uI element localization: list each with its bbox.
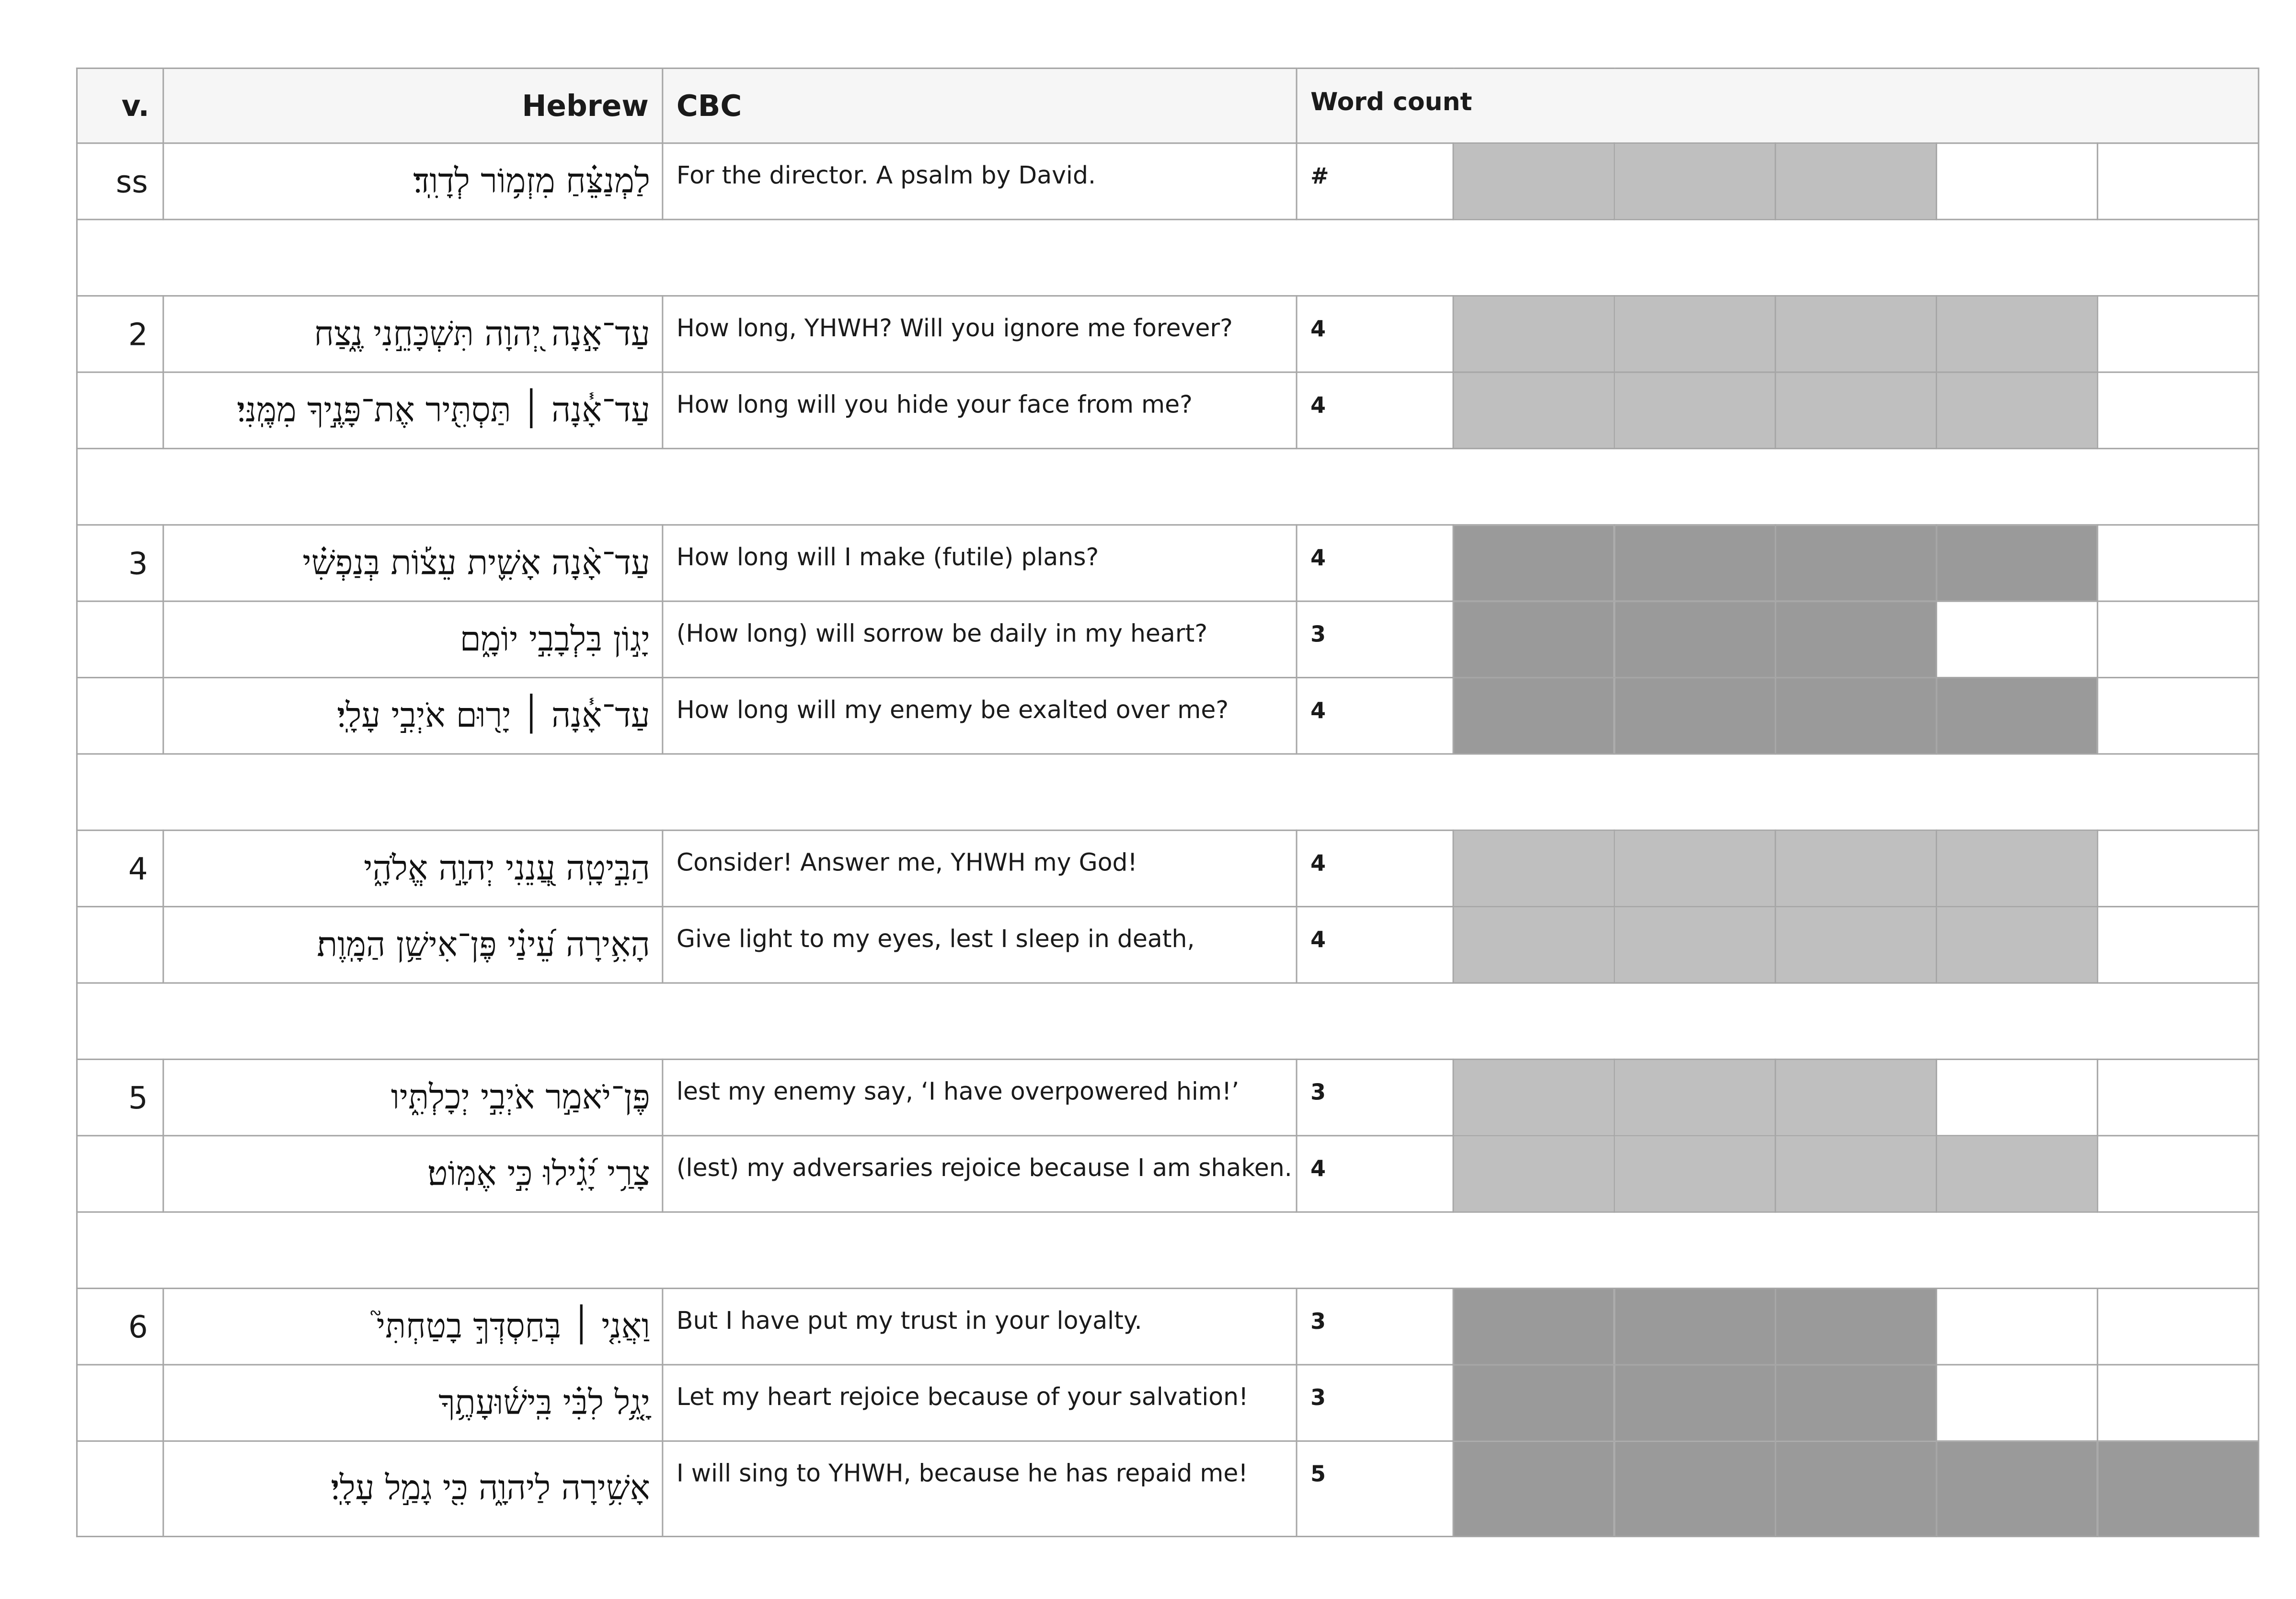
word-count-bar-cell — [1937, 1059, 2098, 1135]
table-row — [77, 830, 2258, 906]
word-count-value: # — [1297, 143, 1453, 219]
word-count-value: 4 — [1297, 296, 1453, 372]
verse-number — [77, 677, 163, 754]
word-count-bar-cell — [1614, 1059, 1775, 1135]
word-count-bar-cell — [2098, 296, 2259, 372]
word-count-value: 4 — [1297, 525, 1453, 601]
word-count-value: 3 — [1297, 601, 1453, 677]
word-count-value: 3 — [1297, 1059, 1453, 1135]
table-row — [77, 601, 2258, 677]
header-row — [77, 69, 2258, 143]
word-count-bar-cell — [2098, 601, 2259, 677]
word-count-bar-cell — [1937, 1289, 2098, 1365]
word-count-bar-cell — [1775, 1441, 1936, 1536]
word-count-bar-cell — [2098, 143, 2259, 219]
word-count-bar-cell — [1614, 1136, 1775, 1212]
cbc-translation: How long will you hide your face from me? — [663, 372, 1297, 448]
hebrew-text: אָשִׁ֥ירָה לַיהוָ֑ה כִּ֖י גָמַ֣ל עָלָֽי׃ — [163, 1441, 663, 1536]
cbc-translation: I will sing to YHWH, because he has repaid me! — [663, 1441, 1297, 1536]
hebrew-text: עַד־אָ֓נָה ׀ יָר֖וּם אֹיְבִ֣י עָלָֽי׃ — [163, 677, 663, 754]
word-count-bar-cell — [1453, 830, 1614, 906]
word-count-bar-cell — [1775, 525, 1936, 601]
word-count-bar-cell — [1614, 907, 1775, 983]
word-count-bar-cell — [1775, 677, 1936, 754]
spacer-row — [77, 1212, 2258, 1288]
word-count-bar-cell — [1775, 1059, 1936, 1135]
word-count-bar-cell — [1453, 677, 1614, 754]
verse-number — [77, 372, 163, 448]
verse-number — [77, 601, 163, 677]
word-count-bar-cell — [2098, 1059, 2259, 1135]
cbc-translation: lest my enemy say, ‘I have overpowered him!’ — [663, 1059, 1297, 1135]
cbc-translation: How long, YHWH? Will you ignore me forever? — [663, 296, 1297, 372]
table-row — [77, 296, 2258, 372]
cbc-translation: For the director. A psalm by David. — [663, 143, 1297, 219]
table-row — [77, 525, 2258, 601]
table-body — [77, 143, 2258, 1537]
word-count-bar-cell — [1614, 601, 1775, 677]
spacer-row — [77, 754, 2258, 830]
word-count-bar-cell — [1937, 525, 2098, 601]
word-count-bar-cell — [1775, 907, 1936, 983]
word-count-bar-cell — [1453, 296, 1614, 372]
word-count-bar-cell — [1453, 143, 1614, 219]
hebrew-text: לַמְנַצֵּ֗חַ מִזְמ֥וֹר לְדָוִֽד׃ — [163, 143, 663, 219]
hebrew-text: פֶּן־יֹאמַ֣ר אֹיְבִ֣י יְכָלְתִּ֑יו — [163, 1059, 663, 1135]
word-count-bar-cell — [1614, 372, 1775, 448]
verse-number — [77, 1136, 163, 1212]
word-count-bar-cell — [1937, 677, 2098, 754]
verse-number: 3 — [77, 525, 163, 601]
word-count-bar-cell — [1937, 1365, 2098, 1441]
word-count-bar-cell — [1775, 1136, 1936, 1212]
hebrew-text: עַד־אָ֨נָה אָשִׁ֪ית עֵצ֡וֹת בְּנַפְשִׁ֗י — [163, 525, 663, 601]
word-count-bar-cell — [1937, 601, 2098, 677]
hebrew-text: עַד־אָ֓נָה ׀ תַּסְתִּ֖יר אֶת־פָּנֶ֣יךָ מִמֶּֽנִּי׃ — [163, 372, 663, 448]
hebrew-text: יָ֤גֵ֥ל לִבִּ֗י בִּֽישׁ֫וּעָתֶ֥ךָ — [163, 1365, 663, 1441]
word-count-bar-cell — [1775, 601, 1936, 677]
cbc-translation: Let my heart rejoice because of your salvation! — [663, 1365, 1297, 1441]
word-count-bar-cell — [1937, 372, 2098, 448]
verse-number: 6 — [77, 1289, 163, 1365]
word-count-bar-cell — [1453, 1136, 1614, 1212]
word-count-value: 4 — [1297, 830, 1453, 906]
word-count-bar-cell — [1453, 1365, 1614, 1441]
word-count-bar-cell — [1937, 1441, 2098, 1536]
word-count-value: 4 — [1297, 677, 1453, 754]
table-row — [77, 1365, 2258, 1441]
spacer-cell — [77, 983, 2258, 1059]
word-count-bar-cell — [2098, 372, 2259, 448]
hebrew-text: הַבִּ֣יטָֽה עֲ֭נֵנִי יְהוָ֣ה אֱלֹהָ֑י — [163, 830, 663, 906]
word-count-bar-cell — [1775, 296, 1936, 372]
word-count-bar-cell — [1775, 1289, 1936, 1365]
word-count-bar-cell — [1614, 143, 1775, 219]
spacer-cell — [77, 448, 2258, 525]
word-count-bar-cell — [1453, 601, 1614, 677]
cbc-translation: How long will I make (futile) plans? — [663, 525, 1297, 601]
word-count-bar-cell — [1453, 372, 1614, 448]
spacer-row — [77, 448, 2258, 525]
word-count-bar-cell — [2098, 1289, 2259, 1365]
cbc-translation: Give light to my eyes, lest I sleep in death, — [663, 907, 1297, 983]
header-verse: v. — [77, 69, 163, 143]
header-word-count: Word count — [1297, 69, 2259, 143]
word-count-bar-cell — [1614, 296, 1775, 372]
word-count-bar-cell — [2098, 830, 2259, 906]
verse-number: ss — [77, 143, 163, 219]
spacer-cell — [77, 1212, 2258, 1288]
word-count-value: 5 — [1297, 1441, 1453, 1536]
word-count-bar-cell — [1775, 372, 1936, 448]
header-hebrew: Hebrew — [163, 69, 663, 143]
cbc-translation: But I have put my trust in your loyalty. — [663, 1289, 1297, 1365]
word-count-value: 3 — [1297, 1289, 1453, 1365]
spacer-row — [77, 219, 2258, 296]
cbc-translation: (lest) my adversaries rejoice because I am shaken. — [663, 1136, 1297, 1212]
word-count-bar-cell — [1937, 1136, 2098, 1212]
word-count-bar-cell — [2098, 525, 2259, 601]
psalm-word-count-table — [76, 68, 2260, 1537]
table-row — [77, 677, 2258, 754]
word-count-bar-cell — [1614, 1365, 1775, 1441]
cbc-translation: (How long) will sorrow be daily in my heart? — [663, 601, 1297, 677]
word-count-value: 4 — [1297, 907, 1453, 983]
word-count-bar-cell — [1614, 1441, 1775, 1536]
word-count-bar-cell — [1937, 830, 2098, 906]
word-count-value: 3 — [1297, 1365, 1453, 1441]
word-count-bar-cell — [1453, 525, 1614, 601]
table-row — [77, 143, 2258, 219]
hebrew-text: עַד־אָ֣נָה יְ֭הוָה תִּשְׁכָּחֵ֣נִי נֶ֑צַח — [163, 296, 663, 372]
cbc-translation: Consider! Answer me, YHWH my God! — [663, 830, 1297, 906]
word-count-bar-cell — [1775, 1365, 1936, 1441]
word-count-bar-cell — [1775, 143, 1936, 219]
word-count-bar-cell — [2098, 1441, 2259, 1536]
word-count-bar-cell — [1614, 1289, 1775, 1365]
word-count-bar-cell — [1775, 830, 1936, 906]
word-count-value: 4 — [1297, 1136, 1453, 1212]
word-count-bar-cell — [1453, 1441, 1614, 1536]
hebrew-text: הָאִ֥ירָה עֵ֝ינַ֗י פֶּן־אִישַׁ֥ן הַמָּֽוֶת׃ — [163, 907, 663, 983]
table-row — [77, 1136, 2258, 1212]
hebrew-text: וַאֲנִ֤י ׀ בְּחַסְדְּךָ֣ בָטַחְתִּי֮ — [163, 1289, 663, 1365]
spacer-row — [77, 983, 2258, 1059]
word-count-bar-cell — [1614, 677, 1775, 754]
verse-number: 4 — [77, 830, 163, 906]
hebrew-text: צָרַ֥י יָ֝גִ֗ילוּ כִּ֣י אֶמּֽוֹט׃ — [163, 1136, 663, 1212]
word-count-bar-cell — [1453, 1289, 1614, 1365]
table-row — [77, 372, 2258, 448]
word-count-bar-cell — [2098, 677, 2259, 754]
word-count-bar-cell — [1614, 525, 1775, 601]
word-count-bar-cell — [2098, 1365, 2259, 1441]
table-row — [77, 1289, 2258, 1365]
table-row — [77, 1059, 2258, 1135]
word-count-bar-cell — [1614, 830, 1775, 906]
header-cbc: CBC — [663, 69, 1297, 143]
verse-number: 2 — [77, 296, 163, 372]
cbc-translation: How long will my enemy be exalted over me? — [663, 677, 1297, 754]
verse-number — [77, 1441, 163, 1536]
word-count-bar-cell — [1937, 143, 2098, 219]
word-count-value: 4 — [1297, 372, 1453, 448]
hebrew-text: יָג֣וֹן בִּלְבָבִ֣י יוֹמָ֑ם — [163, 601, 663, 677]
table-row — [77, 1441, 2258, 1536]
word-count-bar-cell — [2098, 907, 2259, 983]
word-count-bar-cell — [1453, 1059, 1614, 1135]
verse-number: 5 — [77, 1059, 163, 1135]
verse-number — [77, 907, 163, 983]
table-row — [77, 907, 2258, 983]
word-count-bar-cell — [1937, 296, 2098, 372]
word-count-bar-cell — [1937, 907, 2098, 983]
verse-number — [77, 1365, 163, 1441]
word-count-bar-cell — [1453, 907, 1614, 983]
spacer-cell — [77, 754, 2258, 830]
spacer-cell — [77, 219, 2258, 296]
word-count-bar-cell — [2098, 1136, 2259, 1212]
